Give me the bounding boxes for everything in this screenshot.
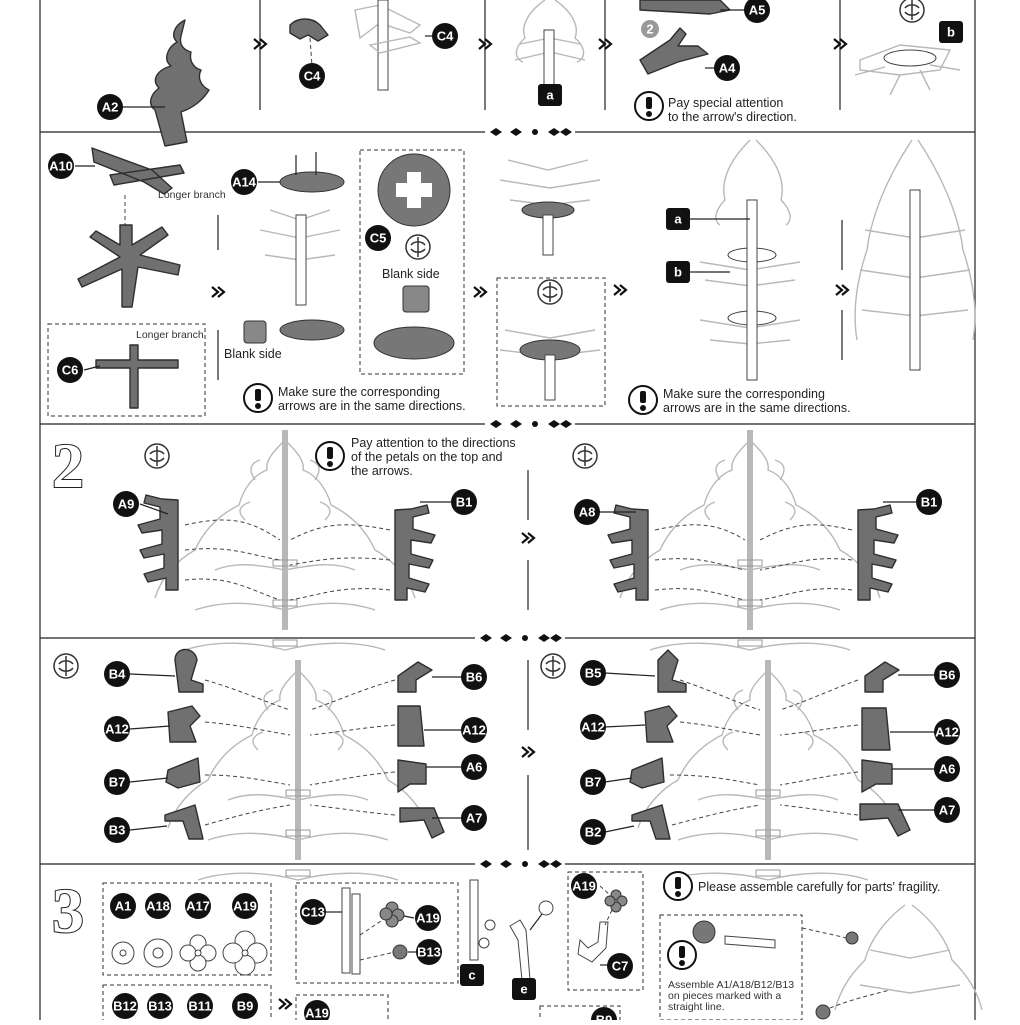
svg-text:2: 2 — [646, 21, 654, 37]
label-A7-right — [934, 797, 960, 823]
warning-icon — [664, 872, 692, 900]
label-b-row2 — [666, 261, 690, 283]
part-B2 — [632, 805, 670, 839]
rotation-icon — [145, 444, 169, 468]
svg-text:B6: B6 — [938, 667, 956, 683]
svg-text:C5: C5 — [369, 230, 387, 246]
section-divider-4 — [40, 860, 975, 868]
svg-text:C4: C4 — [436, 28, 454, 44]
part-tree-b-assembly — [500, 160, 600, 255]
label-B9 — [232, 993, 258, 1019]
svg-text:A12: A12 — [462, 722, 486, 738]
note-corresponding-left-line2: arrows are in the same directions. — [278, 399, 466, 413]
part-A2-tree — [120, 20, 209, 146]
flower-A18 — [144, 939, 172, 967]
label-A14 — [231, 169, 257, 195]
parts-left-group — [130, 650, 290, 840]
warning-icon — [668, 941, 696, 969]
svg-text:B4: B4 — [108, 666, 126, 682]
part-A10 — [75, 148, 184, 225]
part-disc-bottom — [374, 327, 454, 359]
arrow-right-icon — [836, 285, 848, 295]
label-A2 — [97, 94, 123, 120]
warning-icon — [244, 384, 272, 412]
note-arrow-direction-line2: to the arrow's direction. — [668, 110, 797, 124]
rotation-icon — [406, 235, 430, 259]
svg-text:A19: A19 — [233, 898, 257, 914]
label-B1-left — [451, 489, 477, 515]
svg-text:B12: B12 — [113, 998, 137, 1014]
note-longer-branch-bottom: Longer branch — [136, 329, 204, 341]
part-C5-disc — [378, 154, 450, 226]
label-A10 — [48, 153, 74, 179]
svg-text:A10: A10 — [49, 158, 73, 174]
svg-text:B1: B1 — [920, 494, 938, 510]
label-A12-left — [104, 716, 130, 742]
label-B13 — [147, 993, 173, 1019]
label-C5 — [365, 225, 391, 251]
arrow-right-icon — [522, 747, 534, 757]
svg-text:A4: A4 — [718, 60, 736, 76]
flower-A19 — [223, 931, 267, 975]
svg-text:e: e — [520, 981, 528, 997]
label-B6-right — [934, 662, 960, 688]
part-C4 — [290, 19, 328, 66]
label-B2 — [580, 819, 606, 845]
label-B9-bottom — [591, 1007, 617, 1020]
label-A4 — [714, 55, 740, 81]
svg-text:A18: A18 — [146, 898, 170, 914]
svg-text:C7: C7 — [611, 958, 629, 974]
step-2-row-b — [54, 650, 960, 881]
step-number-3: 3 — [52, 875, 84, 946]
label-A7-left — [461, 805, 487, 831]
parts-right-group-right — [780, 662, 935, 836]
svg-text:B6: B6 — [465, 669, 483, 685]
part-B1-left — [290, 502, 451, 600]
warning-icon — [629, 386, 657, 414]
svg-text:B2: B2 — [584, 824, 602, 840]
svg-text:B7: B7 — [108, 774, 126, 790]
label-A18 — [145, 893, 171, 919]
flower-on-stick — [693, 921, 775, 948]
svg-text:a: a — [674, 211, 682, 227]
blank-side-swatch — [403, 286, 429, 312]
label-B11 — [187, 993, 213, 1019]
step-2-row-a — [52, 430, 942, 650]
svg-text:A12: A12 — [105, 721, 129, 737]
svg-text:A9: A9 — [117, 496, 135, 512]
svg-text:b: b — [674, 264, 682, 280]
rotation-icon — [541, 654, 565, 678]
svg-text:C13: C13 — [301, 904, 325, 920]
svg-text:B9: B9 — [595, 1012, 613, 1020]
svg-text:a: a — [546, 87, 554, 103]
svg-text:B5: B5 — [584, 665, 602, 681]
svg-text:A14: A14 — [232, 174, 256, 190]
label-A19-c7 — [571, 873, 597, 899]
svg-text:B13: B13 — [148, 998, 172, 1014]
label-A6-left — [461, 754, 487, 780]
part-A12-left-r — [645, 706, 677, 742]
part-B7-right — [630, 758, 664, 788]
row-1-assembly — [97, 0, 963, 146]
part-A12-right — [398, 706, 424, 746]
label-C6 — [57, 357, 83, 383]
svg-text:A19: A19 — [572, 878, 596, 894]
note-assemble-line2: on pieces marked with a — [668, 990, 782, 1002]
svg-text:B11: B11 — [188, 998, 212, 1014]
label-B1-right — [916, 489, 942, 515]
svg-text:A6: A6 — [938, 761, 956, 777]
label-C4-top — [432, 23, 458, 49]
svg-text:B1: B1 — [455, 494, 473, 510]
label-a-row1 — [538, 84, 562, 106]
arrow-right-icon — [212, 287, 224, 297]
svg-text:A7: A7 — [938, 802, 956, 818]
label-b-row1 — [939, 21, 963, 43]
flower-A19-small — [380, 902, 414, 927]
svg-text:A2: A2 — [101, 99, 119, 115]
part-A14-assembly — [244, 152, 344, 343]
step-3 — [52, 872, 982, 1020]
svg-text:B9: B9 — [236, 998, 254, 1014]
label-A6-right — [934, 756, 960, 782]
label-A5 — [744, 0, 770, 23]
label-C4-bottom — [299, 63, 325, 89]
svg-text:A12: A12 — [935, 724, 959, 740]
part-bottom-assembly — [500, 280, 600, 400]
label-B7-right — [580, 769, 606, 795]
label-A12-right-left — [461, 717, 487, 743]
label-A12-r2 — [934, 719, 960, 745]
label-B7-left — [104, 769, 130, 795]
label-A9 — [113, 491, 139, 517]
label-B13-c13 — [416, 939, 442, 965]
parts-right-group-left — [310, 662, 462, 838]
part-b-assembly — [855, 45, 960, 95]
svg-text:C6: C6 — [61, 362, 79, 378]
part-B5 — [658, 650, 686, 692]
part-A6-right — [862, 760, 892, 792]
part-B7-left — [166, 758, 200, 788]
svg-text:A17: A17 — [186, 898, 210, 914]
step-number-2: 2 — [52, 430, 84, 501]
part-C6 — [84, 345, 178, 408]
svg-text:B13: B13 — [417, 944, 441, 960]
label-C7 — [607, 953, 633, 979]
part-B1-right — [760, 502, 916, 600]
rotation-icon — [54, 654, 78, 678]
note-petals-line3: the arrows. — [351, 464, 413, 478]
warning-icon — [635, 92, 663, 120]
note-blank-side-left: Blank side — [224, 347, 282, 361]
flower-A1 — [112, 942, 134, 964]
svg-text:A7: A7 — [465, 810, 483, 826]
part-A7-left — [400, 808, 444, 838]
note-petals-line2: of the petals on the top and — [351, 450, 503, 464]
label-B3 — [104, 817, 130, 843]
label-A19-box — [232, 893, 258, 919]
flower-A17 — [180, 935, 216, 971]
part-cross-branch — [78, 225, 180, 307]
note-petals-line1: Pay attention to the directions — [351, 436, 516, 450]
label-C13 — [300, 899, 326, 925]
svg-text:A5: A5 — [748, 2, 766, 18]
note-corresponding-right-line2: arrows are in the same directions. — [663, 401, 851, 415]
ghost-tree-right-b — [638, 660, 898, 880]
svg-text:C4: C4 — [303, 68, 321, 84]
note-assemble-line1: Assemble A1/A18/B12/B13 — [668, 979, 795, 991]
arrow-right-icon — [522, 533, 534, 543]
note-fragility: Please assemble carefully for parts' fragility. — [698, 880, 941, 894]
part-A8 — [600, 505, 745, 600]
note-corresponding-right-line1: Make sure the corresponding — [663, 387, 825, 401]
svg-text:B3: B3 — [108, 822, 126, 838]
note-corresponding-left-line1: Make sure the corresponding — [278, 385, 440, 399]
svg-text:A1: A1 — [114, 898, 132, 914]
part-A7-right — [860, 804, 910, 836]
part-tree-a-assembly — [515, 0, 585, 85]
note-arrow-direction-line1: Pay special attention — [668, 96, 784, 110]
arrow-right-icon — [614, 285, 626, 295]
row-2-assembly — [48, 140, 975, 416]
label-B12 — [112, 993, 138, 1019]
note-blank-side-right: Blank side — [382, 267, 440, 281]
part-e-stick — [510, 901, 553, 980]
section-divider-3 — [40, 634, 975, 642]
label-A19-bottom — [304, 1000, 330, 1020]
label-c — [460, 964, 484, 986]
label-A17 — [185, 893, 211, 919]
flower-B13 — [393, 945, 416, 959]
part-C13 — [326, 888, 395, 974]
svg-text:c: c — [468, 967, 476, 983]
svg-text:A19: A19 — [305, 1005, 329, 1020]
section-divider-2 — [40, 420, 975, 428]
warning-icon — [316, 442, 344, 470]
part-A6-left — [398, 760, 426, 792]
ghost-tree-left-b — [168, 660, 428, 880]
part-full-tree — [855, 140, 975, 370]
arrow-right-icon — [474, 287, 486, 297]
label-a-row2 — [666, 208, 690, 230]
label-B5 — [580, 660, 606, 686]
svg-text:B7: B7 — [584, 774, 602, 790]
label-A8 — [574, 499, 600, 525]
svg-text:A12: A12 — [581, 719, 605, 735]
svg-text:A19: A19 — [416, 910, 440, 926]
ghost-tree-right — [620, 430, 880, 650]
rotation-icon — [900, 0, 924, 22]
rotation-icon — [573, 444, 597, 468]
svg-text:A6: A6 — [465, 759, 483, 775]
part-B4 — [175, 650, 203, 693]
label-A19-c13 — [415, 905, 441, 931]
part-A9 — [138, 495, 280, 600]
svg-text:A8: A8 — [578, 504, 596, 520]
part-stand-assembly — [355, 0, 440, 90]
part-B6-left — [398, 662, 432, 692]
label-A12-r1 — [580, 714, 606, 740]
label-B6-left — [461, 664, 487, 690]
svg-text:b: b — [947, 24, 955, 40]
label-A1 — [110, 893, 136, 919]
parts-left-group-right — [605, 650, 760, 839]
part-c-stick — [470, 880, 495, 960]
label-e — [512, 978, 536, 1000]
label-B4 — [104, 661, 130, 687]
part-tree-stack — [690, 140, 800, 380]
note-longer-branch-top: Longer branch — [158, 189, 226, 201]
arrow-right-icon — [279, 999, 291, 1009]
note-assemble-line3: straight line. — [668, 1001, 725, 1013]
final-tree — [802, 905, 982, 1019]
part-A12-right-r — [862, 708, 890, 750]
part-B6-right — [865, 662, 899, 692]
part-A12-left — [168, 706, 200, 742]
detail-box-C13 — [296, 883, 458, 983]
